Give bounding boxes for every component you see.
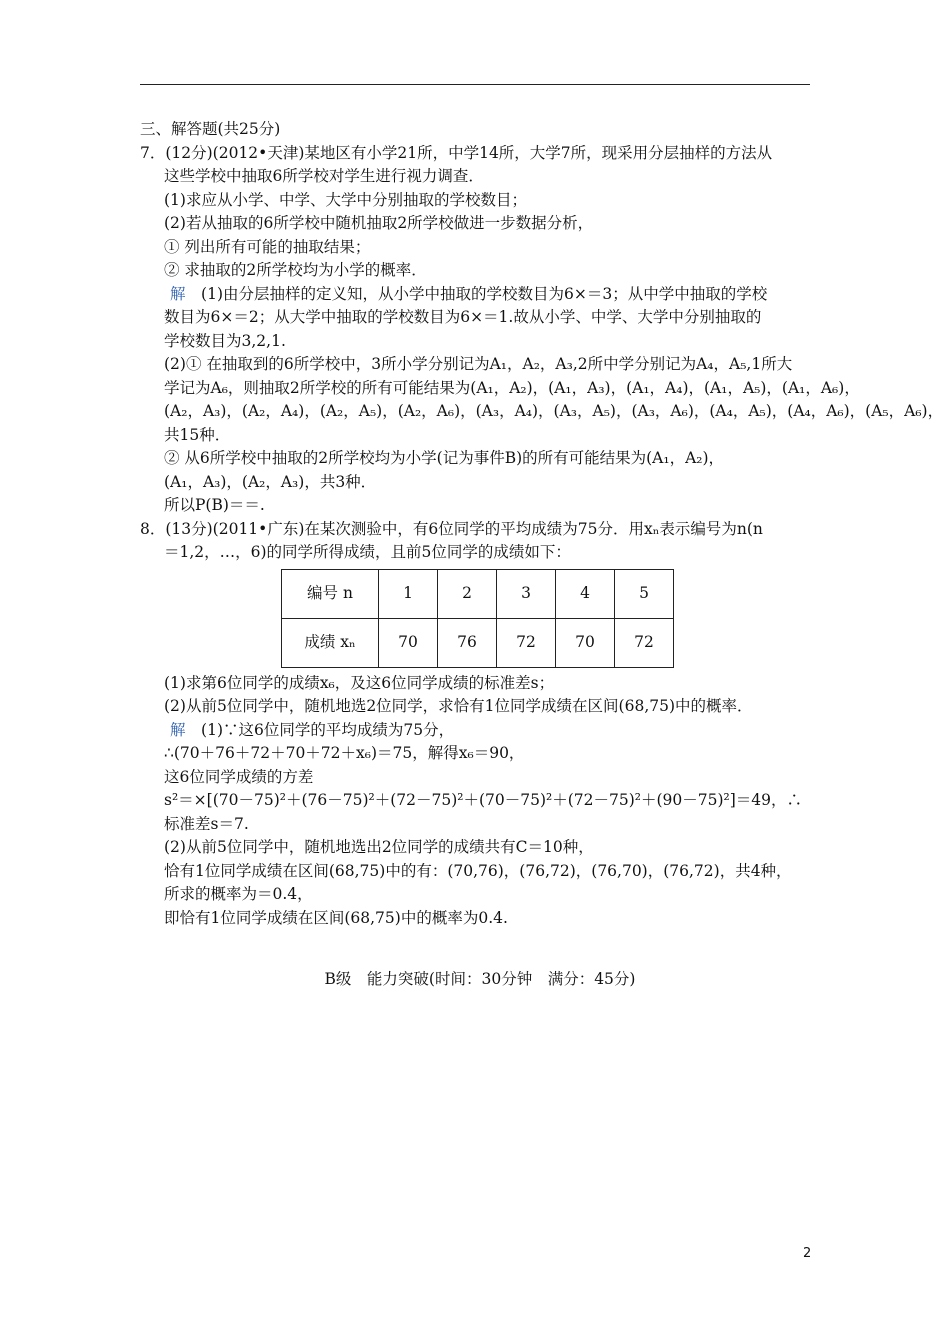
q8-solution-line-3: 这6位同学成绩的方差	[164, 767, 314, 786]
score-table	[281, 569, 674, 668]
b-level-heading: B级 能力突破(时间：30分钟 满分：45分)	[324, 970, 636, 988]
table-row	[282, 618, 674, 667]
table-cell: 70	[556, 618, 615, 667]
q8-solution-line-9: 即恰有1位同学成绩在区间(68,75)中的概率为0.4.	[164, 908, 508, 927]
question-7	[140, 142, 944, 518]
q8-solution-line-1: 解 (1)∵这6位同学的平均成绩为75分，	[170, 720, 455, 739]
solution-marker: 解	[170, 284, 186, 303]
q7-solution-line-4: (2)① 在抽取到的6所学校中，3所小学分别记为A₁，A₂，A₃,2所中学分别记为A₄，A₅,1所大	[164, 355, 793, 373]
q7-solution-line-8: ② 从6所学校中抽取的2所学校均为小学(记为事件B)的所有可能结果为(A₁，A₂)，	[164, 449, 725, 467]
q7-part-1: (1)求应从小学、中学、大学中分别抽取的学校数目；	[164, 190, 527, 209]
q7-stem-line-2: 这些学校中抽取6所学校对学生进行视力调查．	[164, 167, 484, 185]
section-title: 三、解答题(共25分)	[140, 120, 281, 138]
q7-solution-line-2: 数目为6×＝2；从大学中抽取的学校数目为6×＝1.故从小学、中学、大学中分别抽取的	[164, 308, 762, 326]
table-cell: 72	[615, 618, 674, 667]
header-rule	[140, 84, 810, 85]
q8-stem-line-1: 8．(13分)(2011•广东)在某次测验中，有6位同学的平均成绩为75分．用xₙ表示编号为n(n	[140, 519, 763, 538]
q8-part-2: (2)从前5位同学中，随机地选2位同学，求恰有1位同学成绩在区间(68,75)中的概率．	[164, 697, 753, 715]
q8-solution-line-8: 所求的概率为＝0.4，	[164, 885, 313, 903]
solution-marker: 解	[170, 720, 186, 739]
q8-solution-line-2: ∴(70＋76＋72＋70＋72＋x₆)＝75，解得x₆＝90，	[164, 744, 525, 762]
table-cell: 编号 n	[282, 569, 379, 618]
document-body	[140, 118, 944, 992]
table-cell: 1	[379, 569, 438, 618]
q7-solution-line-10: 所以P(B)＝＝.	[164, 496, 265, 514]
q8-stem-line-2: ＝1,2，…，6)的同学所得成绩，且前5位同学的成绩如下：	[164, 543, 571, 561]
page-number: 2	[803, 1246, 812, 1261]
table-cell: 76	[438, 618, 497, 667]
q7-part-2b: ② 求抽取的2所学校均为小学的概率．	[164, 261, 427, 279]
q7-solution-line-5: 学记为A₆，则抽取2所学校的所有可能结果为(A₁，A₂)，(A₁，A₃)，(A₁，A₄)，(A₁，A₅)，(A₁，A₆)，	[164, 378, 860, 397]
q7-solution-line-9: (A₁，A₃)，(A₂，A₃)，共3种．	[164, 472, 377, 491]
q7-part-2: (2)若从抽取的6所学校中随机抽取2所学校做进一步数据分析，	[164, 214, 594, 232]
table-row	[282, 569, 674, 618]
q8-solution-line-5: 标准差s＝7.	[164, 814, 249, 833]
table-cell: 5	[615, 569, 674, 618]
q7-part-2a: ① 列出所有可能的抽取结果；	[164, 237, 371, 256]
question-8	[140, 518, 812, 931]
table-cell: 72	[497, 618, 556, 667]
q8-solution-line-4: s²＝×[(70－75)²＋(76－75)²＋(72－75)²＋(70－75)²＋(72－75)²＋(90－75)²]＝49，∴	[164, 791, 802, 809]
q7-solution-line-7: 共15种．	[164, 425, 231, 444]
table-cell: 3	[497, 569, 556, 618]
table-cell: 70	[379, 618, 438, 667]
q8-solution-line-6: (2)从前5位同学中，随机地选出2位同学的成绩共有C＝10种，	[164, 838, 594, 856]
q7-stem-line-1: 7．(12分)(2012•天津)某地区有小学21所，中学14所，大学7所，现采用分层抽样的方法从	[140, 143, 773, 162]
table-cell: 2	[438, 569, 497, 618]
q8-part-1: (1)求第6位同学的成绩x₆，及这6位同学成绩的标准差s；	[164, 673, 555, 692]
q7-solution-line-1: 解 (1)由分层抽样的定义知，从小学中抽取的学校数目为6×＝3；从中学中抽取的学校	[170, 284, 768, 303]
table-cell: 4	[556, 569, 615, 618]
q7-solution-line-6: (A₂，A₃)，(A₂，A₄)，(A₂，A₅)，(A₂，A₆)，(A₃，A₄)，(A₃，A₅)，(A₃，A₆)，(A₄，A₅)，(A₄，A₆)，(A₅，A₆)，	[164, 402, 944, 420]
q8-solution-line-7: 恰有1位同学成绩在区间(68,75)中的有：(70,76)，(76,72)，(76,70)，(76,72)，共4种，	[164, 861, 792, 880]
q7-solution-line-3: 学校数目为3,2,1.	[164, 331, 286, 350]
table-cell: 成绩 xₙ	[282, 618, 379, 667]
